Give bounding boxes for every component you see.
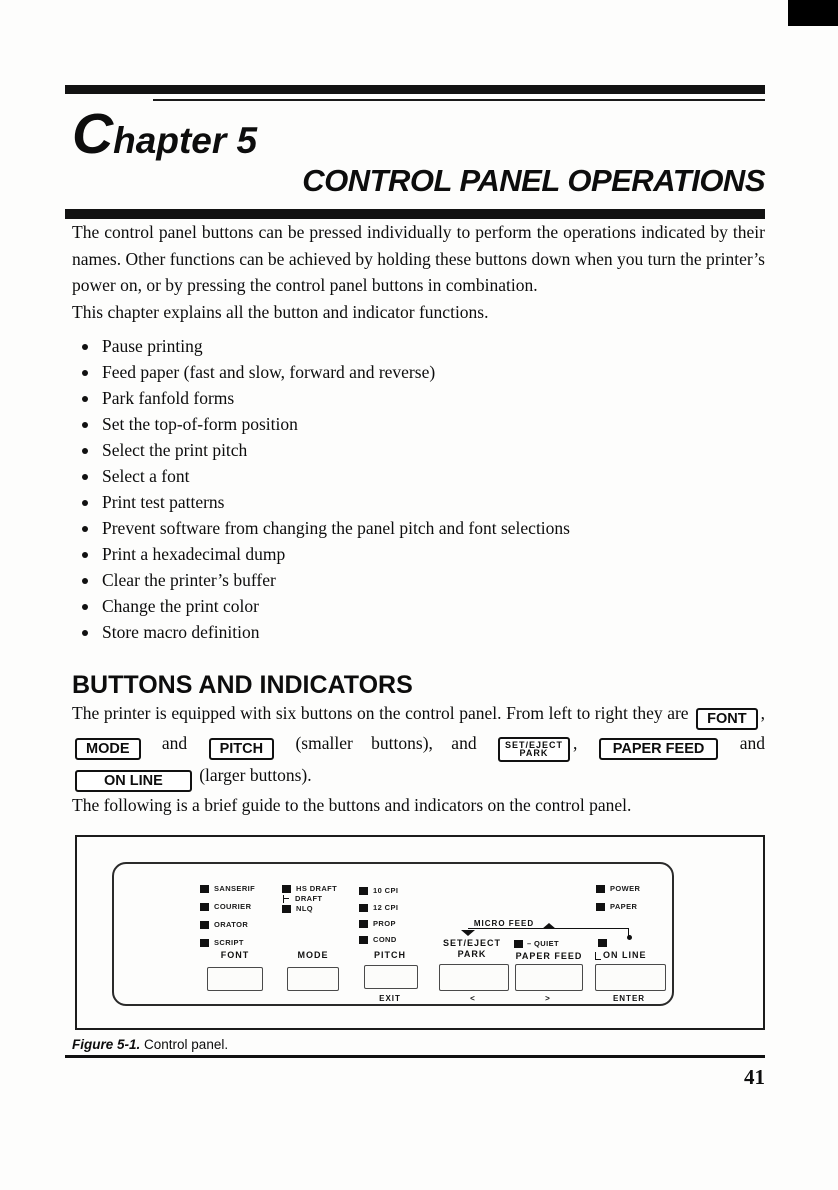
intro-paragraph: The control panel buttons can be pressed individually to perform the operations indicated by their names. Other functions can be achieved by holding these buttons down when you turn the printer’s power on, or by pressing the control panel buttons in combination.	[72, 222, 765, 295]
led-indicator	[200, 885, 209, 893]
led-row	[282, 904, 313, 913]
bullet-marker	[82, 344, 88, 350]
chapter-initial: C	[72, 102, 114, 166]
header-rule-thin	[153, 99, 765, 101]
enter-label: ENTER	[612, 994, 646, 1003]
chapter-title: CONTROL PANEL OPERATIONS	[302, 163, 765, 198]
pitch-keycap: PITCH	[209, 738, 275, 760]
guide-paragraph: The following is a brief guide to the buttons and indicators on the control panel.	[72, 794, 632, 815]
list-item-text: Print test patterns	[102, 492, 225, 512]
led-indicator	[359, 887, 368, 895]
micro-feed-up-arrow-icon	[542, 923, 556, 929]
led-row	[359, 886, 398, 895]
paper-feed-label: PAPER FEED	[515, 951, 583, 961]
led-row	[200, 938, 244, 947]
sentence-part: ,	[760, 703, 766, 723]
led-row	[200, 902, 251, 911]
led-indicator	[596, 885, 605, 893]
list-item-text: Change the print color	[102, 596, 259, 616]
sentence-part: The printer is equipped with six buttons on the control panel. From left to right they are	[72, 703, 689, 723]
led-label: NLQ	[296, 904, 314, 913]
bullet-marker	[82, 422, 88, 428]
led-row	[282, 884, 337, 893]
font-button-label: FONT	[220, 950, 250, 960]
led-indicator	[514, 940, 523, 948]
footer-rule	[65, 1055, 765, 1058]
bullet-marker	[82, 500, 88, 506]
mode-button-label: MODE	[297, 950, 329, 960]
list-item-text: Store macro definition	[102, 622, 260, 642]
bullet-marker	[82, 396, 88, 402]
set-eject-park-button	[439, 964, 509, 991]
led-indicator	[359, 920, 368, 928]
exit-label: EXIT	[379, 994, 401, 1003]
led-indicator	[359, 904, 368, 912]
led-label: POWER	[610, 884, 641, 893]
function-list	[72, 333, 765, 645]
led-label: PAPER	[610, 902, 638, 911]
pitch-button	[364, 965, 418, 989]
list-item	[72, 411, 765, 437]
sentence-part: (larger buttons).	[199, 764, 312, 785]
list-item	[72, 619, 765, 645]
list-item-text: Select a font	[102, 466, 190, 486]
led-row	[359, 919, 396, 928]
header-rule-bottom	[65, 209, 765, 219]
led-label: PROP	[373, 919, 396, 928]
led-label: COURIER	[214, 902, 252, 911]
led-row	[359, 935, 397, 944]
led-indicator	[282, 905, 291, 913]
page-number: 41	[744, 1065, 765, 1089]
label-line: PARK	[457, 949, 487, 959]
list-item-text: Pause printing	[102, 336, 203, 356]
chapter-rest: hapter 5	[113, 120, 258, 161]
bullet-marker	[82, 370, 88, 376]
figure-caption-text: Control panel.	[144, 1037, 229, 1052]
buttons-overview-paragraph	[72, 700, 765, 792]
led-row	[596, 902, 637, 911]
led-label: COND	[373, 935, 397, 944]
led-row	[200, 920, 248, 929]
led-indicator	[200, 903, 209, 911]
bullet-marker	[82, 578, 88, 584]
list-item	[72, 515, 765, 541]
paper-feed-keycap: PAPER FEED	[599, 738, 719, 760]
bullet-marker	[82, 448, 88, 454]
on-line-button	[595, 964, 666, 991]
list-item-text: Select the print pitch	[102, 440, 248, 460]
bracket-tick	[283, 895, 290, 903]
micro-feed-label: MICRO FEED	[473, 919, 535, 928]
on-line-label: ON LINE	[603, 950, 647, 960]
list-item	[72, 541, 765, 567]
led-label: DRAFT	[295, 894, 323, 903]
list-item-text: Print a hexadecimal dump	[102, 544, 286, 564]
list-item	[72, 385, 765, 411]
micro-feed-dot-icon	[627, 935, 632, 940]
section-heading: BUTTONS AND INDICATORS	[72, 671, 413, 699]
figure-caption	[72, 1037, 765, 1052]
sentence-part: ,	[572, 733, 578, 753]
page-edge-tab	[788, 0, 838, 26]
keycap-line: PARK	[519, 748, 549, 758]
led-indicator	[282, 885, 291, 893]
led-indicator	[596, 903, 605, 911]
bullet-marker	[82, 474, 88, 480]
sentence-part: and	[739, 733, 766, 753]
led-row	[359, 903, 398, 912]
led-indicator	[359, 936, 368, 944]
led-label: ORATOR	[214, 920, 249, 929]
bullet-marker	[82, 630, 88, 636]
led-indicator	[200, 939, 209, 947]
left-arrow-label: <	[470, 994, 476, 1003]
list-item	[72, 567, 765, 593]
led-label: HS DRAFT	[296, 884, 338, 893]
keycap-line: SET/EJECT	[504, 739, 563, 750]
label-line: SET/EJECT	[442, 938, 501, 948]
bullet-marker	[82, 552, 88, 558]
led-label: SCRIPT	[214, 938, 244, 947]
sentence-part: (smaller buttons), and	[295, 733, 477, 753]
control-panel-figure	[75, 835, 765, 1030]
set-eject-park-keycap	[498, 737, 570, 762]
list-item-text: Clear the printer’s buffer	[102, 570, 276, 590]
right-arrow-label: >	[545, 994, 551, 1003]
on-line-led	[598, 939, 607, 947]
bullet-marker	[82, 604, 88, 610]
led-indicator	[598, 939, 607, 947]
quiet-label: – QUIET	[527, 939, 559, 948]
list-item	[72, 593, 765, 619]
micro-feed-down-arrow-icon	[461, 930, 475, 936]
control-panel-illustration	[112, 862, 674, 1006]
mode-keycap: MODE	[75, 738, 141, 760]
on-line-label-row	[595, 950, 647, 960]
list-item	[72, 437, 765, 463]
on-line-keycap: ON LINE	[75, 770, 192, 792]
header-rule-top	[65, 85, 765, 94]
list-item	[72, 333, 765, 359]
bullet-marker	[82, 526, 88, 532]
font-button	[207, 967, 263, 991]
elbow-icon	[595, 952, 601, 960]
led-label: SANSERIF	[214, 884, 256, 893]
pitch-button-label: PITCH	[374, 950, 406, 960]
chapter-heading	[72, 102, 765, 170]
micro-feed-bracket	[468, 928, 629, 938]
led-label: 12 CPI	[373, 903, 399, 912]
font-keycap: FONT	[696, 708, 757, 730]
led-label: 10 CPI	[373, 886, 399, 895]
chapter-overview-paragraph: This chapter explains all the button and indicator functions.	[72, 301, 489, 322]
list-item	[72, 359, 765, 385]
list-item-text: Set the top-of-form position	[102, 414, 298, 434]
list-item	[72, 463, 765, 489]
led-row	[283, 894, 322, 903]
led-row	[200, 884, 255, 893]
figure-caption-label: Figure 5-1.	[72, 1037, 141, 1052]
paper-feed-button	[515, 964, 583, 991]
led-indicator	[200, 921, 209, 929]
list-item-text: Prevent software from changing the panel pitch and font selections	[102, 518, 570, 538]
led-row	[596, 884, 640, 893]
mode-button	[287, 967, 339, 991]
list-item-text: Park fanfold forms	[102, 388, 235, 408]
list-item-text: Feed paper (fast and slow, forward and reverse)	[102, 362, 436, 382]
quiet-indicator	[514, 939, 559, 948]
page-content	[72, 85, 765, 1090]
list-item	[72, 489, 765, 515]
sentence-part: and	[161, 733, 188, 753]
